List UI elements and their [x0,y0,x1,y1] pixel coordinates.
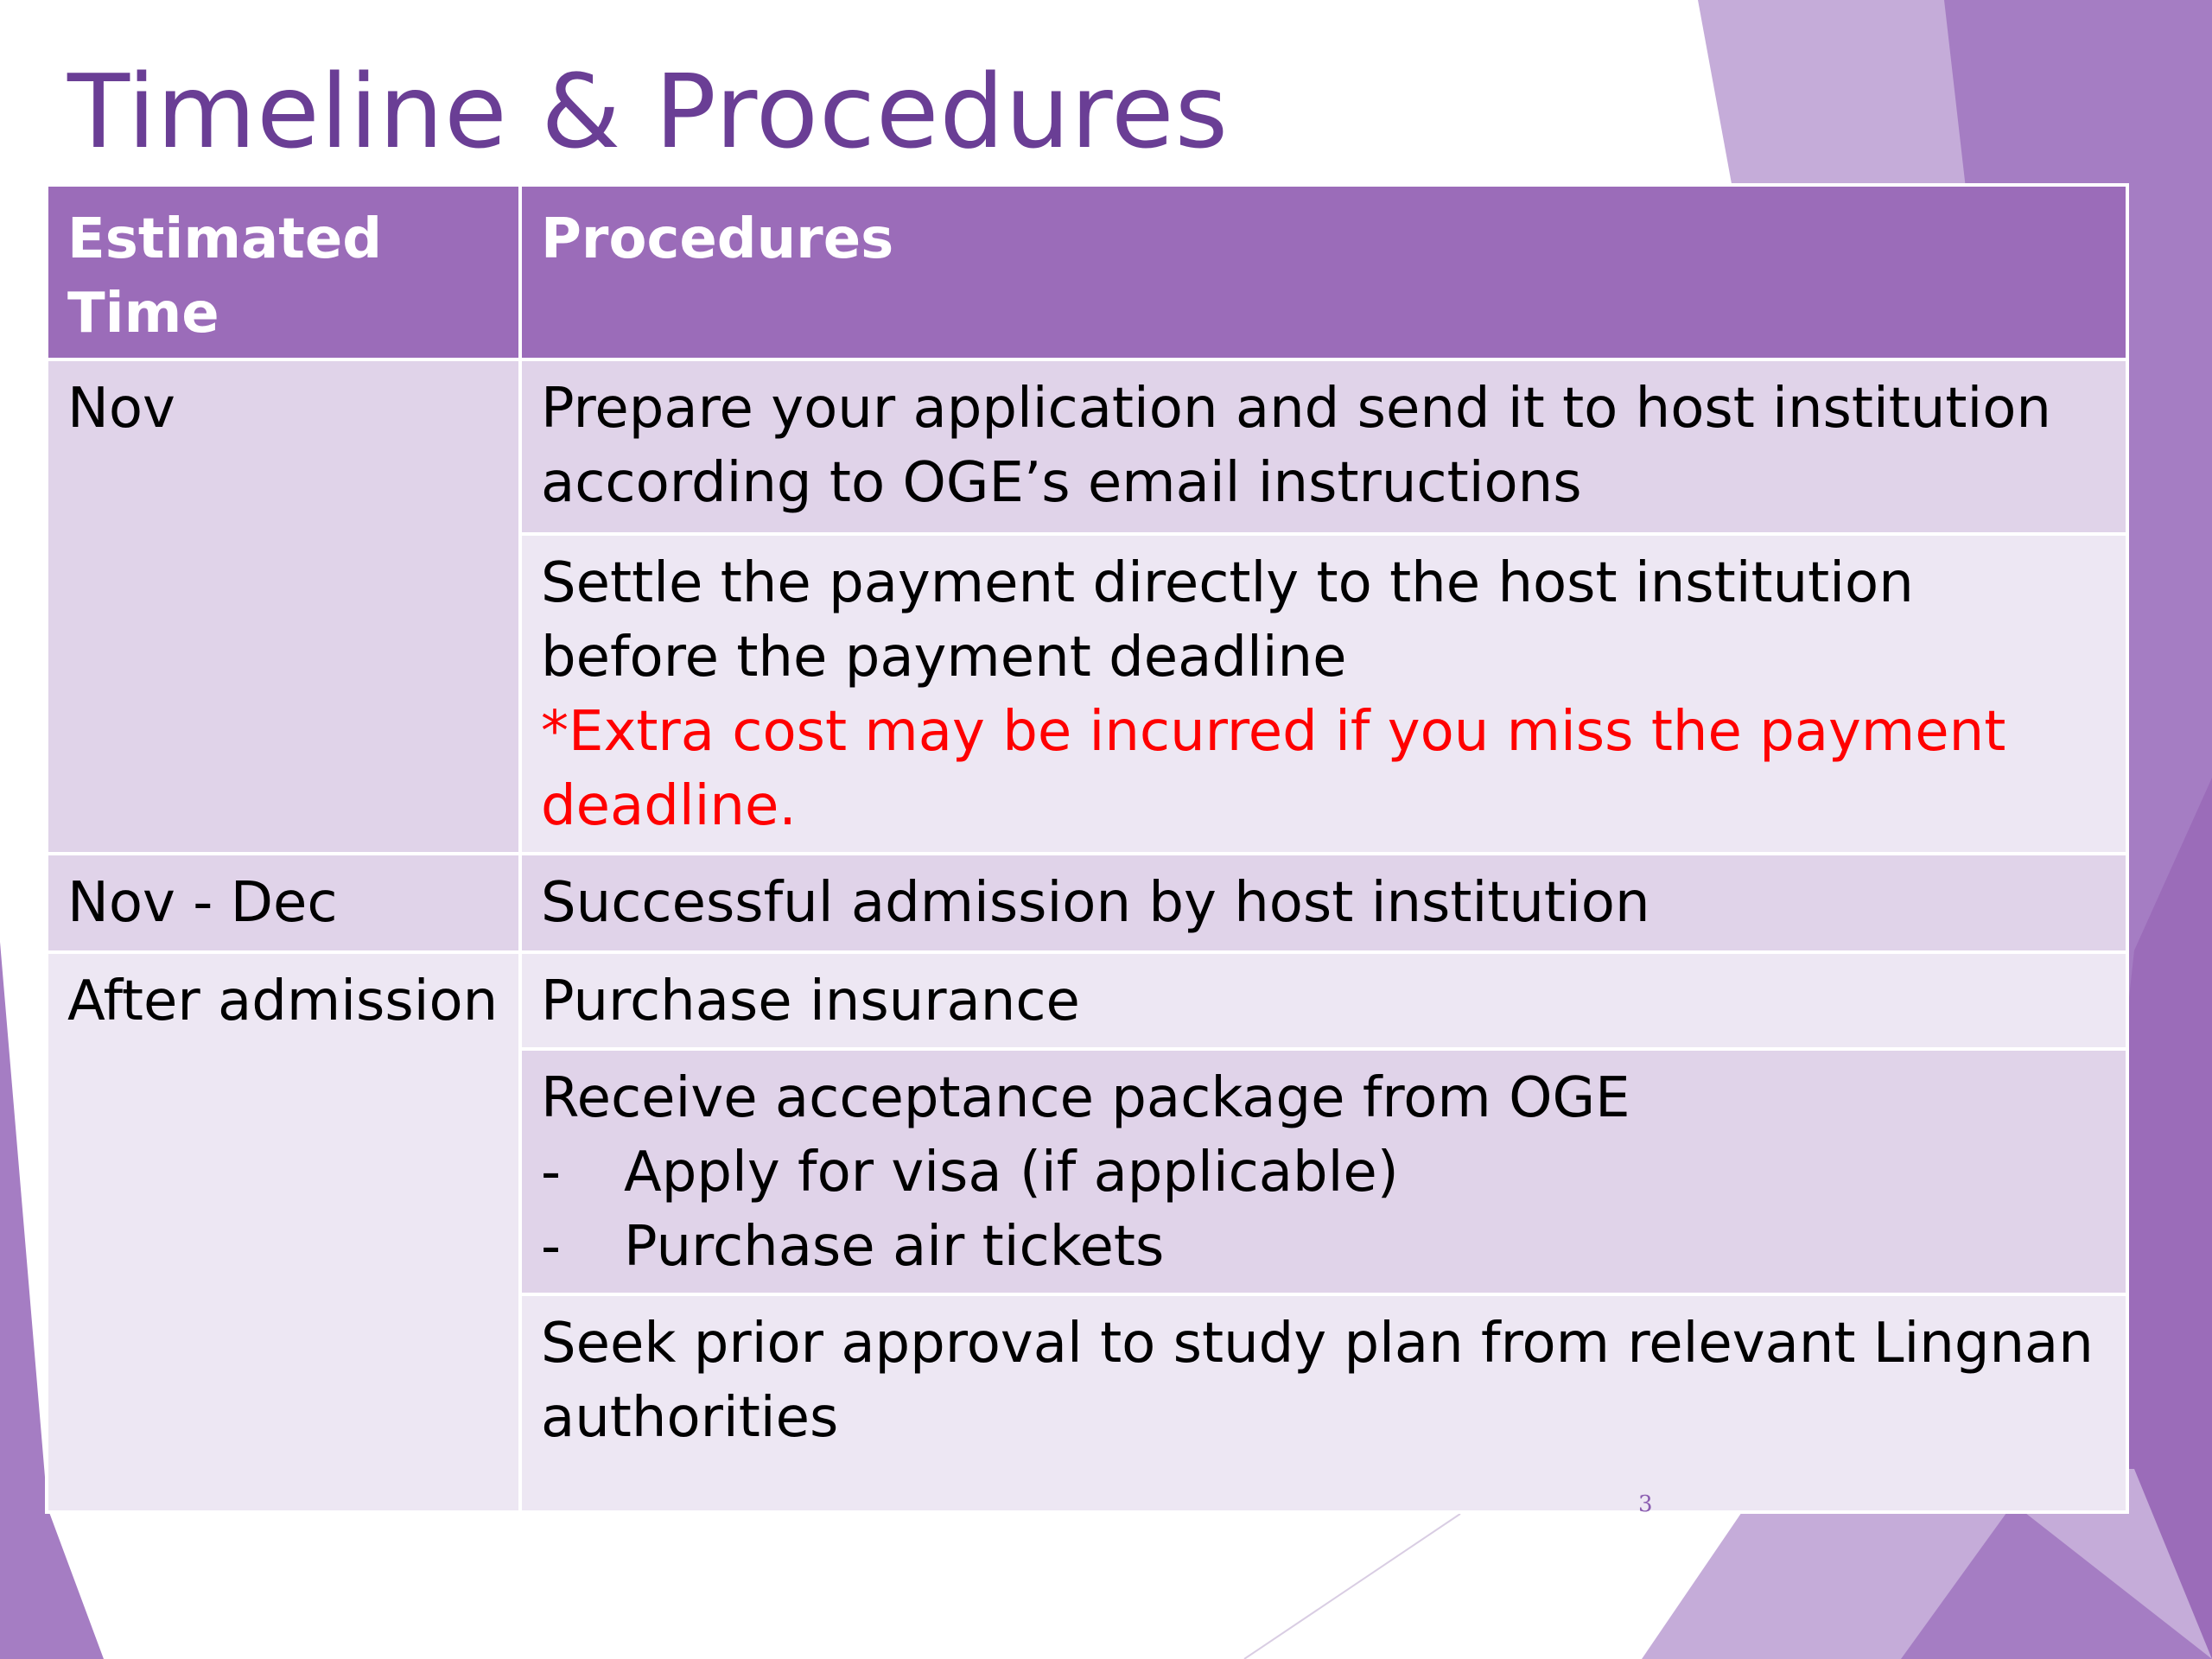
sub-item [541,1135,2107,1210]
page-number: 3 [1638,1491,1653,1517]
slide-title: Timeline & Procedures [67,52,1230,171]
payment-warning-text: *Extra cost may be incurred if you miss the payment deadline. [541,700,2006,838]
header-procedures: Procedures [522,187,2126,358]
sub-item [541,1210,2107,1284]
procedure-cell [522,536,2126,852]
table-row [48,361,2126,532]
table-header-row [48,187,2126,358]
table-row [48,954,2126,1047]
dash-bullet: - [541,1141,562,1205]
header-estimated-time: Estimated Time [48,187,518,358]
timeline-table [45,183,2129,1514]
procedure-cell: Purchase insurance [522,954,2126,1047]
procedure-text: Settle the payment directly to the host institution before the payment deadline [541,551,1914,690]
procedure-cell [522,1051,2126,1293]
procedure-cell: Prepare your application and send it to host institution according to OGE’s email instructions [522,361,2126,532]
procedure-cell: Seek prior approval to study plan from relevant Lingnan authorities [522,1296,2126,1510]
procedure-cell: Successful admission by host institution [522,855,2126,950]
time-cell-nov: Nov [48,361,518,852]
table-row [48,855,2126,950]
procedure-text: Receive acceptance package from OGE [541,1066,1630,1130]
sub-item-text: Purchase air tickets [624,1215,1165,1279]
sub-item-text: Apply for visa (if applicable) [624,1141,1399,1205]
time-cell-nov-dec: Nov - Dec [48,855,518,950]
time-cell-after-admission: After admission [48,954,518,1510]
dash-bullet: - [541,1215,562,1279]
